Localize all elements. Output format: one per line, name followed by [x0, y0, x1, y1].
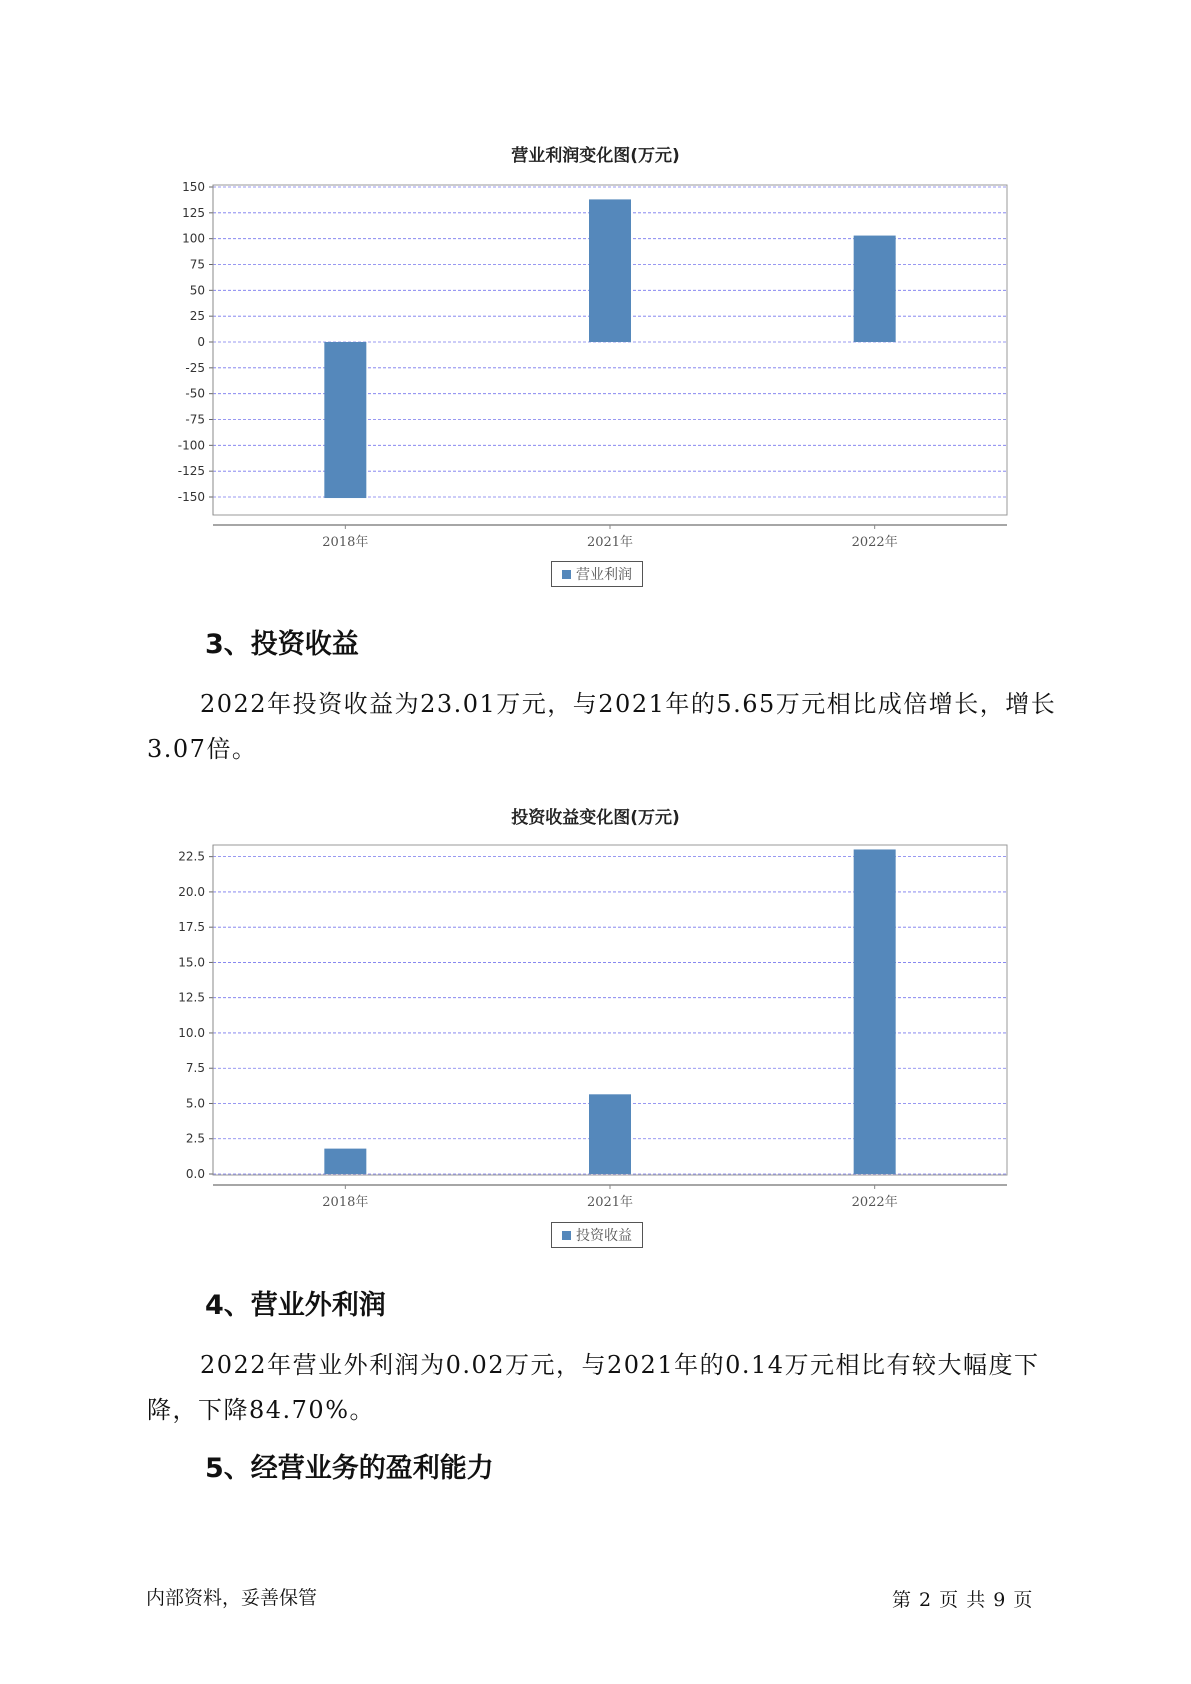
y-tick-label: 10.0 [178, 1025, 205, 1040]
section-heading-investment: 3、投资收益 [205, 629, 359, 660]
y-tick-label: 15.0 [178, 955, 205, 970]
legend-label: 营业利润 [576, 567, 632, 583]
y-tick-label: 25 [189, 309, 205, 324]
y-tick-label: 150 [182, 180, 205, 194]
x-tick-label: 2022年 [851, 535, 898, 550]
y-tick-label: -50 [185, 386, 205, 401]
y-tick-label: 125 [182, 205, 205, 220]
y-tick-label: -75 [185, 412, 205, 427]
x-tick-label: 2018年 [322, 535, 369, 550]
operating-profit-chart-title: 营业利润变化图(万元) [511, 146, 680, 166]
paragraph-investment: 2022年投资收益为23.01万元，与2021年的5.65万元相比成倍增长，增长3.07倍。 [147, 690, 1057, 763]
investment-income-legend [551, 1222, 643, 1248]
y-tick-label: 20.0 [178, 884, 205, 899]
y-tick-label: -100 [177, 438, 205, 453]
y-tick-label: 2.5 [185, 1131, 205, 1146]
x-tick-label: 2021年 [586, 535, 634, 550]
investment-income-chart-title: 投资收益变化图(万元) [511, 808, 680, 828]
footer-page-number: 第 2 页 共 9 页 [892, 1589, 1034, 1611]
y-tick-label: 0.0 [185, 1167, 205, 1181]
y-tick-label: 100 [182, 231, 205, 246]
legend-swatch [562, 1231, 571, 1240]
paragraph-non-operating: 2022年营业外利润为0.02万元，与2021年的0.14万元相比有较大幅度下降，下降84.70%。 [147, 1351, 1040, 1424]
x-tick-label: 2018年 [322, 1195, 369, 1210]
y-tick-label: -25 [185, 360, 205, 375]
y-tick-label: 22.5 [178, 849, 205, 864]
y-tick-label: 50 [189, 283, 205, 298]
y-tick-label: 5.0 [185, 1096, 205, 1111]
y-tick-label: -150 [177, 490, 205, 504]
y-tick-label: 12.5 [178, 990, 205, 1005]
bar [589, 1094, 631, 1174]
x-tick-label: 2021年 [586, 1195, 634, 1210]
y-tick-label: 0 [197, 335, 205, 349]
bar [324, 1149, 366, 1174]
y-tick-label: 75 [189, 257, 205, 272]
bar [854, 849, 896, 1174]
legend-label: 投资收益 [576, 1228, 632, 1244]
section-heading-profitability: 5、经营业务的盈利能力 [205, 1453, 494, 1484]
y-tick-label: -125 [177, 464, 205, 479]
footer-confidential-note: 内部资料，妥善保管 [146, 1587, 318, 1609]
y-tick-label: 7.5 [185, 1061, 205, 1076]
section-heading-non-operating: 4、营业外利润 [205, 1290, 386, 1321]
y-tick-label: 17.5 [178, 920, 205, 935]
x-tick-label: 2022年 [851, 1195, 898, 1210]
